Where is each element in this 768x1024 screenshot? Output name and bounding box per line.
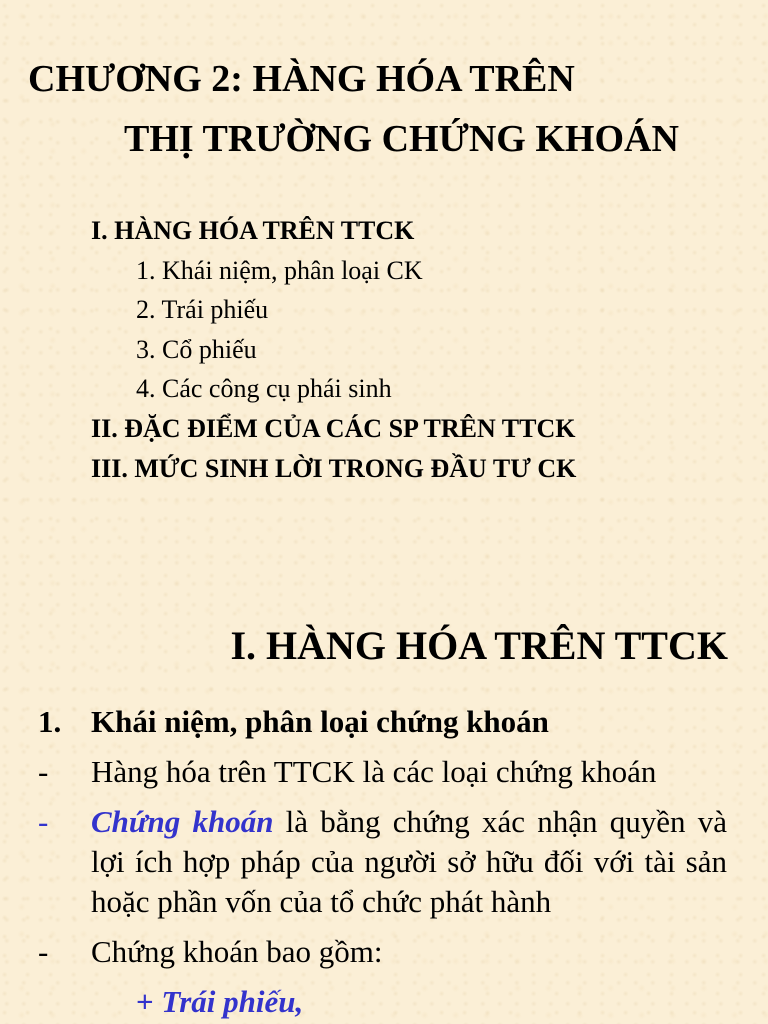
bullet-3-marker: - — [38, 934, 49, 969]
sub-item — [136, 982, 303, 1022]
bullet-2 — [0, 802, 768, 922]
subheading — [0, 702, 768, 742]
subheading-number: 1. — [38, 704, 62, 739]
bullet-1-marker: - — [38, 754, 49, 789]
subheading-text: Khái niệm, phân loại chứng khoán — [91, 704, 549, 739]
toc-item-1-3: 3. Cổ phiếu — [136, 335, 257, 364]
bullet-2-marker: - — [38, 804, 49, 839]
bullet-2-paragraph — [91, 802, 727, 922]
bullet-2-term: Chứng khoán — [91, 804, 274, 839]
toc-item-1-4: 4. Các công cụ phái sinh — [136, 374, 392, 403]
sub-item-marker: + — [136, 984, 162, 1019]
toc-item-1-1: 1. Khái niệm, phân loại CK — [136, 256, 423, 285]
bullet-3 — [0, 932, 768, 972]
bullet-2-text: là bằng chứng xác nhận quyền và lợi ích hợp pháp của người sở hữu đối với tài sản hoặc phần vốn của tổ chức phát hành — [91, 804, 727, 919]
bullet-3-text: Chứng khoán bao gồm: — [91, 934, 383, 969]
toc-item-section-1: I. HÀNG HÓA TRÊN TTCK — [91, 216, 415, 245]
section-heading: I. HÀNG HÓA TRÊN TTCK — [230, 623, 728, 668]
bullet-1 — [0, 752, 768, 792]
toc-item-section-2: II. ĐẶC ĐIỂM CỦA CÁC SP TRÊN TTCK — [91, 414, 576, 443]
sub-item-text: Trái phiếu, — [161, 984, 304, 1019]
bullet-1-text: Hàng hóa trên TTCK là các loại chứng khoán — [91, 754, 657, 789]
page-title-line-1: CHƯƠNG 2: HÀNG HÓA TRÊN — [28, 58, 575, 100]
page-title-line-2: THỊ TRƯỜNG CHỨNG KHOÁN — [124, 118, 679, 160]
toc-item-1-2: 2. Trái phiếu — [136, 295, 269, 324]
toc-item-section-3: III. MỨC SINH LỜI TRONG ĐẦU TƯ CK — [91, 454, 577, 483]
